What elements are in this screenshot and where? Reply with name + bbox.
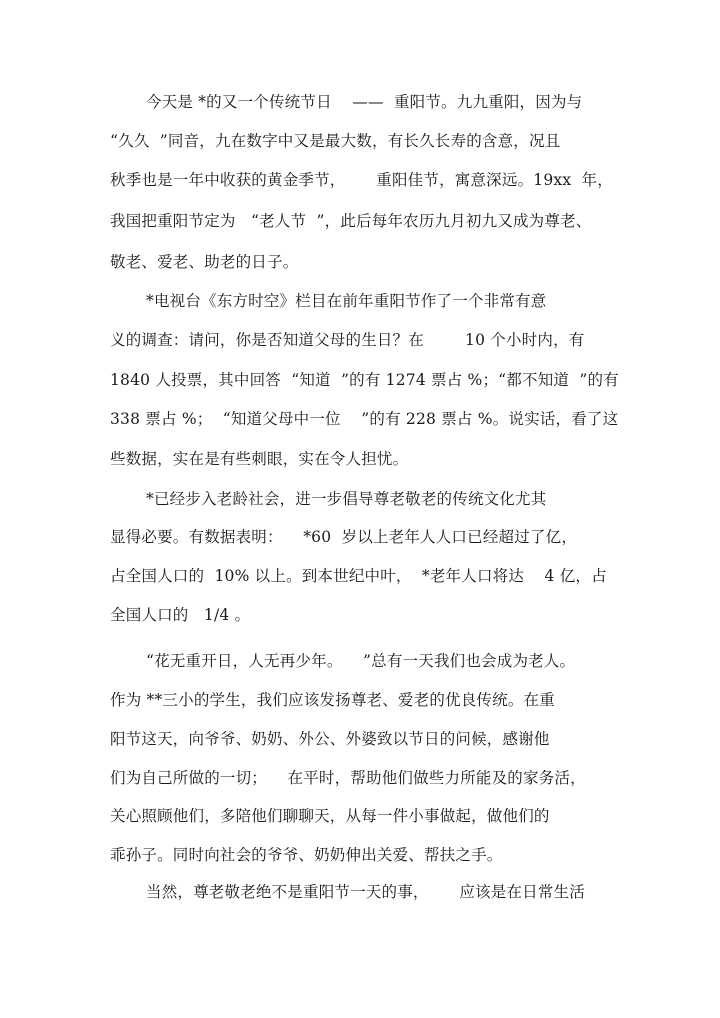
- paragraph-4-line-6: 乖孙子。同时向社会的爷爷、奶奶伸出关爱、帮扶之手。: [110, 846, 503, 864]
- paragraph-1-line-2: “久久 ”同音，九在数字中又是最大数，有长久长寿的含意，况且: [110, 132, 561, 150]
- paragraph-1-line-1: 今天是 *的又一个传统节日 —— 重阳节。九九重阳，因为与: [146, 93, 583, 111]
- paragraph-3-line-3: 占全国人口的 10% 以上。到本世纪中叶， *老年人口将达 4 亿，占: [110, 567, 607, 585]
- paragraph-2-line-5: 些数据，实在是有些刺眼，实在令人担忧。: [110, 450, 409, 468]
- paragraph-2-line-2: 义的调查：请问，你是否知道父母的生日？在 10 个小时内，有: [110, 331, 585, 349]
- paragraph-2-line-4: 338 票占 %； “知道父母中一位 ”的有 228 票占 %。说实话，看了这: [110, 410, 619, 428]
- paragraph-3-line-4: 全国人口的 1/4 。: [110, 606, 251, 624]
- paragraph-1-line-4: 我国把重阳节定为 “老人节 ”，此后每年农历九月初九又成为尊老、: [110, 212, 592, 230]
- paragraph-4-line-3: 阳节这天，向爷爷、奶奶、外公、外婆致以节日的问候，感谢他: [110, 730, 550, 748]
- paragraph-4-line-1: “花无重开日，人无再少年。 ”总有一天我们也会成为老人。: [146, 652, 576, 670]
- paragraph-2-line-1: *电视台《东方时空》栏目在前年重阳节作了一个非常有意: [146, 292, 547, 310]
- paragraph-1-line-3: 秋季也是一年中收获的黄金季节， 重阳佳节，寓意深远。19xx 年，: [110, 171, 613, 189]
- paragraph-4-line-4: 们为自己所做的一切； 在平时，帮助他们做些力所能及的家务活，: [110, 769, 586, 787]
- paragraph-2-line-3: 1840 人投票，其中回答 “知道 ”的有 1274 票占 %；“都不知道 ”的有: [110, 371, 619, 389]
- paragraph-3-line-2: 显得必要。有数据表明： *60 岁以上老年人人口已经超过了亿，: [110, 528, 578, 546]
- paragraph-4-line-5: 关心照顾他们，多陪他们聊聊天，从每一件小事做起，做他们的: [110, 807, 550, 825]
- paragraph-3-line-1: *已经步入老龄社会，进一步倡导尊老敬老的传统文化尤其: [146, 490, 547, 508]
- paragraph-5-line-1: 当然，尊老敬老绝不是重阳节一天的事， 应该是在日常生活: [146, 883, 585, 901]
- paragraph-4-line-2: 作为 **三小的学生，我们应该发扬尊老、爱老的优良传统。在重: [110, 691, 555, 709]
- paragraph-1-line-5: 敬老、爱老、助老的日子。: [110, 253, 299, 271]
